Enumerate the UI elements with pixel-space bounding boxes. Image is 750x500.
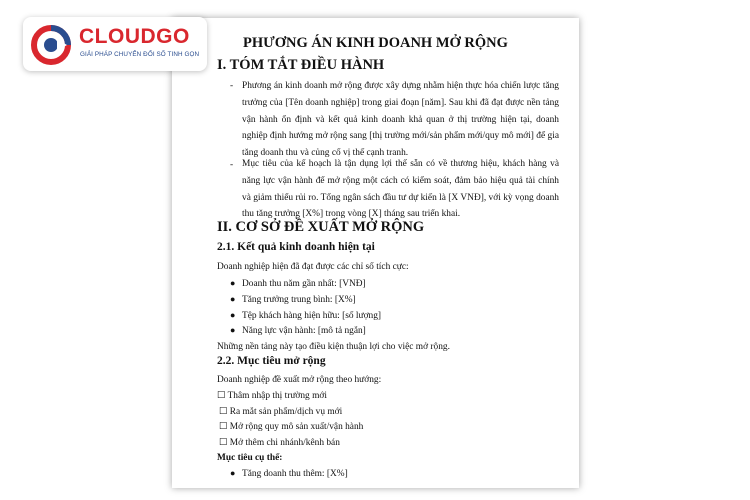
subsection-2-1-intro: Doanh nghiệp hiện đã đạt được các chỉ số tích cực: (217, 262, 409, 272)
document-page (172, 18, 579, 488)
checkbox-item: ☐ Ra mắt sản phẩm/dịch vụ mới (219, 407, 343, 417)
dash-marker: - (230, 81, 234, 91)
subsection-2-1-heading: 2.1. Kết quả kinh doanh hiện tại (217, 241, 375, 253)
specific-goals-label: Mục tiêu cụ thể: (217, 453, 283, 463)
logo-name: CLOUDGO (79, 25, 190, 48)
bullet-icon: ● (230, 468, 236, 478)
summary-paragraph-1: Phương án kinh doanh mở rộng được xây dựng nhằm hiện thực hóa chiến lược tăng trưởng của [Tên doanh nghiệp] trong giai đoạn [năm]. Sau khi đã đạt được nền tảng vận hành ổn định và kết quả kinh doanh khả quan ở thị trường hiện tại, doanh nghiệp định hướng mở rộng sang [thị trường mới/sản phẩm mới/quy mô mới] để gia tăng doanh thu và củng cố vị thế cạnh tranh. (242, 81, 559, 159)
subsection-2-2-heading: 2.2. Mục tiêu mở rộng (217, 355, 326, 367)
summary-paragraph-2: Mục tiêu của kế hoạch là tận dụng lợi thế sẵn có về thương hiệu, khách hàng và năng lực vận hành để mở rộng một cách có kiểm soát, đảm bảo hiệu quả tài chính và giảm thiểu rủi ro. Tổng ngân sách đầu tư dự kiến là [X VNĐ], với kỳ vọng doanh thu tăng trưởng [X%] trong vòng [X] tháng sau triển khai. (242, 159, 559, 220)
list-item: Doanh thu năm gần nhất: [VNĐ] (242, 279, 366, 289)
checkbox-item: ☐ Mở rộng quy mô sản xuất/vận hành (219, 422, 364, 432)
subsection-2-2-intro: Doanh nghiệp đề xuất mở rộng theo hướng: (217, 375, 382, 385)
checkbox-item: ☐ Thâm nhập thị trường mới (217, 391, 327, 401)
section1-heading: I. TÓM TẮT ĐIỀU HÀNH (217, 57, 385, 73)
dash-marker: - (230, 160, 234, 170)
list-item: Năng lực vận hành: [mô tả ngắn] (242, 326, 366, 336)
list-item: Tăng doanh thu thêm: [X%] (242, 469, 348, 479)
bullet-icon: ● (230, 325, 236, 335)
logo-tagline: GIẢI PHÁP CHUYỂN ĐỔI SỐ TINH GỌN (80, 51, 200, 58)
document-title: PHƯƠNG ÁN KINH DOANH MỞ RỘNG (243, 35, 508, 51)
bullet-icon: ● (230, 294, 236, 304)
subsection-2-1-closing: Những nền tảng này tạo điều kiện thuận lợi cho việc mở rộng. (217, 342, 450, 352)
list-item: Tăng trưởng trung bình: [X%] (242, 295, 356, 305)
list-item: Tệp khách hàng hiện hữu: [số lượng] (242, 311, 382, 321)
bullet-icon: ● (230, 310, 236, 320)
section2-heading: II. CƠ SỞ ĐỀ XUẤT MỞ RỘNG (217, 219, 425, 235)
cloudgo-logo (23, 17, 207, 71)
checkbox-item: ☐ Mở thêm chi nhánh/kênh bán (219, 438, 340, 448)
bullet-icon: ● (230, 278, 236, 288)
cloudgo-logo-icon (31, 25, 71, 65)
